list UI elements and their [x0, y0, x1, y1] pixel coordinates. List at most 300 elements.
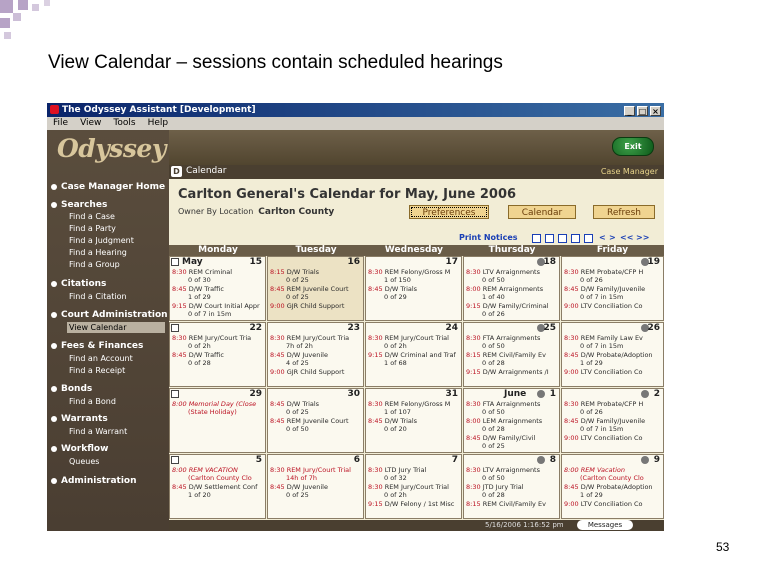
session-entry[interactable]: [564, 334, 658, 342]
nav-citations[interactable]: [51, 279, 106, 289]
calendar-day-cell[interactable]: [169, 454, 266, 519]
nav-administration[interactable]: [51, 476, 137, 486]
session-options-icon[interactable]: [641, 456, 649, 464]
session-entry[interactable]: [564, 483, 658, 491]
session-time: 8:15: [466, 500, 481, 508]
session-time: 9:00: [270, 302, 285, 310]
session-entry[interactable]: [466, 466, 560, 474]
session-capacity: 0 of 25: [286, 408, 309, 416]
session-entry[interactable]: [172, 302, 266, 310]
session-time: 8:45: [172, 351, 187, 359]
session-name: LTV Arraignments: [482, 466, 540, 474]
session-entry[interactable]: [270, 351, 364, 359]
day-number: 18: [543, 257, 556, 267]
calendar-day-cell[interactable]: [267, 388, 364, 453]
day-number: 9: [653, 455, 660, 465]
owner-value: Carlton County: [258, 207, 335, 217]
minimize-button[interactable]: _: [624, 106, 635, 116]
session-entry[interactable]: [270, 417, 364, 425]
session-capacity: 0 of 29: [384, 293, 407, 301]
nav-find-a-receipt[interactable]: Find a Receipt: [69, 366, 126, 375]
session-time: 8:30: [172, 268, 187, 276]
session-entry[interactable]: [466, 417, 560, 425]
calendar-button[interactable]: Calendar: [508, 205, 576, 219]
session-name: D/W Probate/Adoption: [580, 483, 653, 491]
session-entry[interactable]: [270, 302, 364, 310]
session-name: REM VACATION: [188, 466, 238, 474]
session-name: D/W Traffic: [188, 285, 224, 293]
session-time: 8:00: [466, 285, 481, 293]
calendar-day-cell[interactable]: [463, 256, 560, 321]
day-number: 24: [445, 323, 458, 333]
nav-find-an-account[interactable]: Find an Account: [69, 354, 133, 363]
print-bar: [169, 233, 664, 244]
session-name: D/W Juvenile: [286, 483, 328, 491]
session-time: 8:45: [368, 417, 383, 425]
window-titlebar[interactable]: [47, 103, 664, 117]
session-time: 8:45: [270, 483, 285, 491]
session-entry[interactable]: [368, 417, 462, 425]
session-entry[interactable]: [564, 466, 658, 474]
session-entry[interactable]: [466, 368, 560, 376]
session-name: LTV Conciliation Co: [580, 368, 643, 376]
calendar-grid: [169, 256, 664, 520]
bullet-icon: [51, 478, 57, 484]
session-time: 8:30: [172, 334, 187, 342]
nav-find-a-hearing[interactable]: Find a Hearing: [69, 248, 127, 257]
session-entry[interactable]: [172, 400, 266, 408]
session-time: 8:30: [368, 334, 383, 342]
session-entry[interactable]: [270, 285, 364, 293]
calendar-day-cell[interactable]: [463, 322, 560, 387]
session-capacity: 1 of 29: [580, 491, 603, 499]
day-number: 16: [347, 257, 360, 267]
session-time: 8:45: [368, 285, 383, 293]
session-time: 8:30: [466, 466, 481, 474]
day-number: 19: [647, 257, 660, 267]
nav-find-a-party[interactable]: Find a Party: [69, 224, 116, 233]
nav-find-a-bond[interactable]: Find a Bond: [69, 397, 116, 406]
session-time: 8:30: [368, 466, 383, 474]
session-capacity: 1 of 107: [384, 408, 411, 416]
slide-decoration: [44, 0, 50, 6]
session-time: 8:45: [564, 351, 579, 359]
session-capacity: 0 of 28: [482, 425, 505, 433]
session-name: REM Probate/CFP H: [580, 400, 644, 408]
session-name: REM Family Law Ev: [580, 334, 643, 342]
messages-button[interactable]: Messages: [577, 520, 633, 530]
session-entry[interactable]: [270, 334, 364, 342]
main-panel: [169, 130, 664, 531]
calendar-day-cell[interactable]: [267, 322, 364, 387]
tab-calendar[interactable]: Calendar: [186, 166, 227, 176]
nav-find-a-group[interactable]: Find a Group: [69, 260, 120, 269]
bullet-icon: [51, 343, 57, 349]
session-time: 8:15: [466, 351, 481, 359]
nav-find-a-citation[interactable]: Find a Citation: [69, 292, 127, 301]
session-capacity: 0 of 7 in 15m: [188, 310, 232, 318]
session-entry[interactable]: [564, 268, 658, 276]
session-capacity: (Carlton County Clo: [580, 474, 644, 482]
session-capacity: 0 of 30: [188, 276, 211, 284]
session-entry[interactable]: [270, 483, 364, 491]
nav-bonds[interactable]: [51, 384, 92, 394]
maximize-button[interactable]: □: [638, 107, 647, 116]
session-time: 8:30: [466, 334, 481, 342]
session-name: LTV Conciliation Co: [580, 302, 643, 310]
session-capacity: 0 of 50: [482, 276, 505, 284]
header-band: [169, 130, 664, 165]
session-entry[interactable]: [172, 268, 266, 276]
session-name: D/W Juvenile: [286, 351, 328, 359]
odyssey-logo: Odyssey: [57, 134, 166, 163]
calendar-day-cell[interactable]: [561, 322, 664, 387]
session-time: 8:30: [466, 268, 481, 276]
bullet-icon: [51, 184, 57, 190]
calendar-day-cell[interactable]: [267, 454, 364, 519]
session-entry[interactable]: [564, 302, 658, 310]
session-time: 8:00: [564, 466, 579, 474]
nav-queues[interactable]: Queues: [69, 457, 100, 466]
next-month-button[interactable]: >>: [636, 233, 650, 242]
owner-line: [178, 207, 334, 217]
session-name: D/W Family/Juvenile: [580, 417, 646, 425]
session-capacity: 0 of 26: [580, 276, 603, 284]
status-datetime: 5/16/2006 1:16:52 pm: [485, 521, 564, 529]
session-name: FTA Arraignments: [482, 400, 541, 408]
session-name: REM Jury/Court Tria: [188, 334, 252, 342]
session-time: 9:00: [564, 434, 579, 442]
menu-view[interactable]: View: [80, 118, 102, 128]
session-entry[interactable]: [466, 268, 560, 276]
session-time: 8:45: [270, 351, 285, 359]
session-time: 8:30: [564, 268, 579, 276]
session-capacity: 7h of 2h: [286, 342, 313, 350]
session-entry[interactable]: [368, 500, 462, 508]
session-name: D/W Probate/Adoption: [580, 351, 653, 359]
session-options-icon[interactable]: [537, 456, 545, 464]
session-capacity: 0 of 50: [482, 342, 505, 350]
session-time: 8:30: [466, 400, 481, 408]
session-name: REM Juvenile Court: [286, 285, 349, 293]
session-name: D/W Arraignments /I: [482, 368, 549, 376]
calendar-day-cell[interactable]: [267, 256, 364, 321]
session-name: REM Jury/Court Trial: [286, 466, 351, 474]
nav-searches[interactable]: [51, 200, 107, 210]
session-name: REM Arraignments: [482, 285, 544, 293]
menu-tools[interactable]: Tools: [113, 118, 136, 128]
calendar-title: Carlton General's Calendar for May, June 2006: [178, 187, 517, 202]
session-name: D/W Family/Juvenile: [580, 285, 646, 293]
refresh-button[interactable]: Refresh: [593, 205, 655, 219]
session-name: REM Jury/Court Trial: [384, 334, 449, 342]
session-entry[interactable]: [564, 434, 658, 442]
session-name: D/W Family/Criminal: [482, 302, 549, 310]
nav-warrants[interactable]: [51, 414, 108, 424]
session-entry[interactable]: [270, 466, 364, 474]
session-name: D/W Trials: [286, 268, 320, 276]
session-entry[interactable]: [466, 285, 560, 293]
session-entry[interactable]: [466, 483, 560, 491]
session-capacity: 0 of 2h: [384, 342, 407, 350]
session-time: 8:45: [270, 417, 285, 425]
session-capacity: 0 of 28: [482, 491, 505, 499]
session-name: JTD Jury Trial: [482, 483, 524, 491]
session-name: Memorial Day (Close: [188, 400, 257, 408]
nav-court-administration[interactable]: [51, 310, 168, 320]
day-number: 1: [549, 389, 556, 399]
session-capacity: 0 of 50: [482, 408, 505, 416]
session-entry[interactable]: [368, 466, 462, 474]
session-entry[interactable]: [466, 400, 560, 408]
session-name: REM Criminal: [188, 268, 233, 276]
day-number: 26: [647, 323, 660, 333]
week-view-icon[interactable]: [545, 234, 554, 243]
slide-decoration: [0, 18, 10, 28]
day-header-wednesday: Wednesday: [365, 245, 463, 256]
session-time: 8:45: [564, 417, 579, 425]
session-capacity: 4 of 25: [286, 359, 309, 367]
calendar-day-cell[interactable]: [365, 454, 462, 519]
session-capacity: 0 of 2h: [188, 342, 211, 350]
session-entry[interactable]: [172, 466, 266, 474]
session-time: 9:15: [172, 302, 187, 310]
preferences-button[interactable]: Preferences: [409, 205, 489, 219]
exit-button[interactable]: Exit: [612, 137, 654, 156]
print-notices-link[interactable]: Print Notices: [459, 233, 518, 242]
session-capacity: 1 of 40: [482, 293, 505, 301]
session-entry[interactable]: [368, 268, 462, 276]
menu-bar: [47, 117, 664, 130]
session-capacity: 0 of 25: [482, 442, 505, 450]
session-entry[interactable]: [368, 400, 462, 408]
session-time: 8:30: [564, 400, 579, 408]
day-number: 23: [347, 323, 360, 333]
calendar-day-cell[interactable]: [561, 454, 664, 519]
session-entry[interactable]: [172, 334, 266, 342]
day-notes-icon[interactable]: [171, 258, 179, 266]
session-time: 8:30: [368, 483, 383, 491]
session-name: REM Civil/Family Ev: [482, 351, 546, 359]
session-capacity: 0 of 20: [384, 425, 407, 433]
session-entry[interactable]: [172, 483, 266, 491]
session-capacity: 1 of 29: [580, 359, 603, 367]
bullet-icon: [51, 281, 57, 287]
calendar-day-cell[interactable]: [561, 256, 664, 321]
month-label: June: [504, 389, 527, 399]
window-title: The Odyssey Assistant [Development]: [62, 105, 256, 115]
session-capacity: 0 of 28: [188, 359, 211, 367]
session-name: REM Probate/CFP H: [580, 268, 644, 276]
list-view-icon[interactable]: [584, 234, 593, 243]
app-window: [47, 103, 664, 531]
role-label: Case Manager: [600, 167, 658, 176]
menu-file[interactable]: File: [53, 118, 69, 128]
session-name: REM Vacation: [580, 466, 626, 474]
session-entry[interactable]: [368, 351, 462, 359]
day-notes-icon[interactable]: [171, 456, 179, 464]
slide-decoration: [13, 13, 21, 21]
session-time: 8:30: [270, 466, 285, 474]
bullet-icon: [51, 416, 57, 422]
prev-month-button[interactable]: <<: [620, 233, 634, 242]
session-time: 8:00: [466, 417, 481, 425]
slide-decoration: [0, 0, 13, 13]
session-time: 8:30: [368, 400, 383, 408]
session-time: 8:45: [270, 285, 285, 293]
session-name: D/W Trials: [286, 400, 320, 408]
session-entry[interactable]: [368, 483, 462, 491]
calendar-day-cell[interactable]: [169, 322, 266, 387]
session-time: 8:45: [270, 400, 285, 408]
nav-find-a-judgment[interactable]: Find a Judgment: [69, 236, 134, 245]
calendar-day-cell[interactable]: [463, 388, 560, 453]
nav-section-label: Warrants: [61, 414, 108, 424]
session-options-icon[interactable]: [537, 390, 545, 398]
close-button[interactable]: ×: [650, 106, 661, 116]
menu-help[interactable]: Help: [147, 118, 169, 128]
session-time: 8:15: [270, 268, 285, 276]
month-view-icon[interactable]: [571, 234, 580, 243]
session-time: 8:30: [564, 334, 579, 342]
day-number: 15: [249, 257, 262, 267]
session-capacity: 0 of 7 in 15m: [580, 342, 624, 350]
nav-view-calendar[interactable]: View Calendar: [67, 322, 165, 333]
session-entry[interactable]: [466, 302, 560, 310]
session-time: 8:00: [172, 466, 187, 474]
session-entry[interactable]: [564, 500, 658, 508]
session-time: 8:45: [564, 285, 579, 293]
calendar-day-cell[interactable]: [169, 388, 266, 453]
session-name: LTV Conciliation Co: [580, 434, 643, 442]
session-entry[interactable]: [270, 268, 364, 276]
session-capacity: 0 of 25: [286, 276, 309, 284]
session-time: 8:45: [564, 483, 579, 491]
session-capacity: 0 of 50: [286, 425, 309, 433]
day-notes-icon[interactable]: [171, 390, 179, 398]
workweek-view-icon[interactable]: [558, 234, 567, 243]
next-week-button[interactable]: >: [609, 233, 616, 242]
bullet-icon: [51, 312, 57, 318]
bullet-icon: [51, 386, 57, 392]
session-time: 9:15: [368, 500, 383, 508]
session-options-icon[interactable]: [641, 390, 649, 398]
session-name: LTV Arraignments: [482, 268, 540, 276]
day-header-monday: Monday: [169, 245, 267, 256]
nav-section-label: Fees & Finances: [61, 341, 144, 351]
session-time: 9:15: [466, 368, 481, 376]
session-name: LTV Conciliation Co: [580, 500, 643, 508]
nav-fees-finances[interactable]: [51, 341, 143, 351]
session-name: D/W Criminal and Traf: [384, 351, 456, 359]
session-name: REM Civil/Family Ev: [482, 500, 546, 508]
session-entry[interactable]: [466, 434, 560, 442]
calendar-day-cell[interactable]: [365, 256, 462, 321]
calendar-tab-icon: D: [171, 166, 182, 177]
day-number: 22: [249, 323, 262, 333]
session-name: GJR Child Support: [286, 368, 345, 376]
session-time: 9:00: [270, 368, 285, 376]
session-entry[interactable]: [368, 334, 462, 342]
nav-find-a-case[interactable]: Find a Case: [69, 212, 115, 221]
calendar-day-cell[interactable]: [365, 322, 462, 387]
nav-section-label: Workflow: [61, 444, 109, 454]
day-header-thursday: Thursday: [463, 245, 561, 256]
session-name: D/W Traffic: [188, 351, 224, 359]
owner-label: Owner By Location: [178, 207, 254, 216]
session-entry[interactable]: [466, 334, 560, 342]
session-entry[interactable]: [270, 368, 364, 376]
session-time: 8:45: [466, 434, 481, 442]
nav-section-label: Court Administration: [61, 310, 168, 320]
nav-workflow[interactable]: [51, 444, 108, 454]
session-entry[interactable]: [466, 500, 560, 508]
session-entry[interactable]: [564, 285, 658, 293]
session-entry[interactable]: [270, 400, 364, 408]
session-capacity: 1 of 29: [188, 293, 211, 301]
nav-find-a-warrant[interactable]: Find a Warrant: [69, 427, 128, 436]
session-time: 8:00: [172, 400, 187, 408]
calendar-day-cell[interactable]: [169, 256, 266, 321]
session-entry[interactable]: [368, 285, 462, 293]
session-entry[interactable]: [564, 400, 658, 408]
session-entry[interactable]: [564, 368, 658, 376]
day-number: 31: [445, 389, 458, 399]
slide-decoration: [4, 32, 11, 39]
day-number: 5: [255, 455, 262, 465]
nav-case-manager-home[interactable]: [51, 182, 165, 192]
day-header-tuesday: Tuesday: [267, 245, 365, 256]
day-number: 7: [451, 455, 458, 465]
session-entry[interactable]: [466, 351, 560, 359]
session-capacity: 0 of 26: [482, 310, 505, 318]
day-notes-icon[interactable]: [171, 324, 179, 332]
slide-title: View Calendar – sessions contain scheduled hearings: [48, 52, 503, 73]
session-capacity: 0 of 7 in 15m: [580, 293, 624, 301]
session-entry[interactable]: [172, 351, 266, 359]
app-icon: [50, 105, 59, 114]
day-number: 2: [653, 389, 660, 399]
session-name: D/W Trials: [384, 417, 418, 425]
prev-week-button[interactable]: <: [599, 233, 606, 242]
session-capacity: 0 of 25: [286, 293, 309, 301]
session-name: LEM Arraignments: [482, 417, 543, 425]
calendar-day-cell[interactable]: [561, 388, 664, 453]
nav-section-label: Case Manager Home: [61, 182, 166, 192]
session-time: 9:15: [368, 351, 383, 359]
session-entry[interactable]: [564, 417, 658, 425]
session-entry[interactable]: [172, 285, 266, 293]
session-entry[interactable]: [564, 351, 658, 359]
calendar-day-cell[interactable]: [365, 388, 462, 453]
session-capacity: 0 of 25: [286, 491, 309, 499]
session-time: 9:00: [564, 500, 579, 508]
calendar-day-cell[interactable]: [463, 454, 560, 519]
page-number: 53: [716, 540, 730, 554]
session-capacity: 14h of 7h: [286, 474, 318, 482]
day-number: 25: [543, 323, 556, 333]
session-name: REM Juvenile Court: [286, 417, 349, 425]
day-view-icon[interactable]: [532, 234, 541, 243]
session-name: REM Felony/Gross M: [384, 400, 451, 408]
day-number: 6: [353, 455, 360, 465]
session-capacity: 0 of 32: [384, 474, 407, 482]
session-capacity: 1 of 20: [188, 491, 211, 499]
session-capacity: 0 of 50: [482, 474, 505, 482]
session-time: 9:15: [466, 302, 481, 310]
session-time: 8:45: [172, 483, 187, 491]
session-capacity: 0 of 28: [482, 359, 505, 367]
